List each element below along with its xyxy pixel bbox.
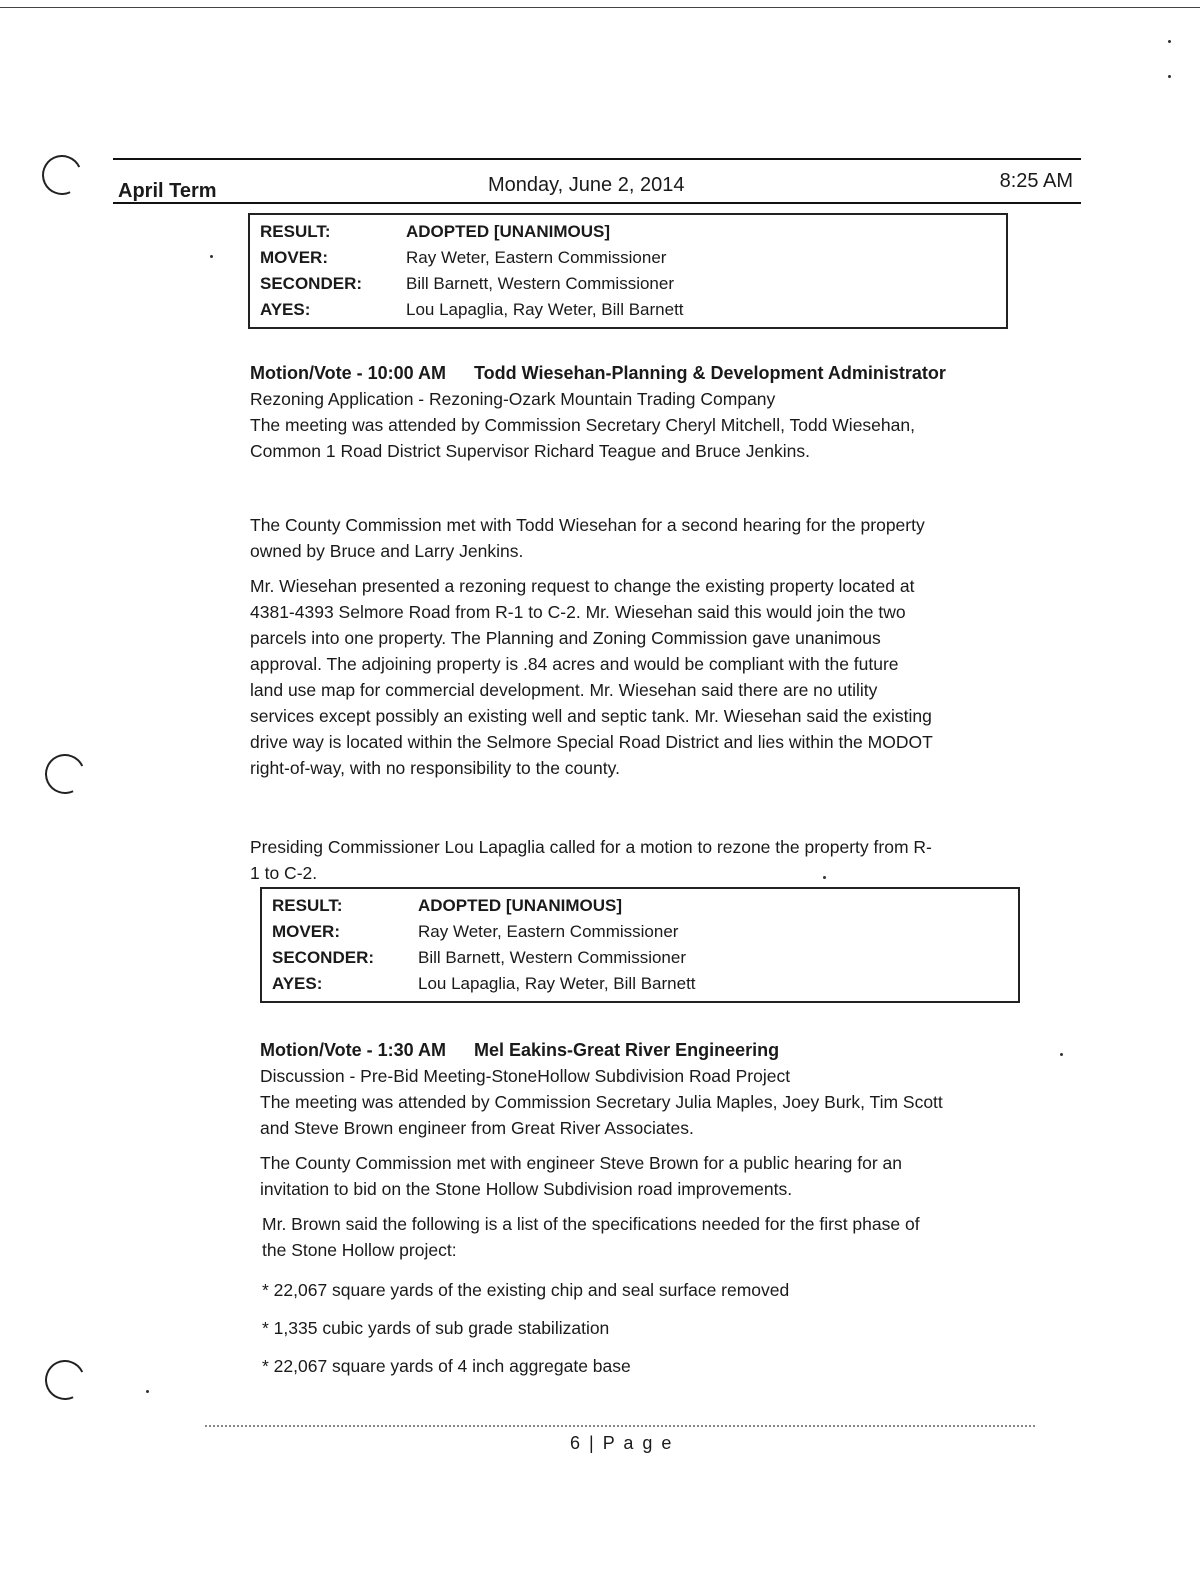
mover-value: Ray Weter, Eastern Commissioner (406, 248, 667, 267)
attendance-line: and Steve Brown engineer from Great River Associates. (260, 1118, 694, 1138)
motion-heading (250, 360, 1030, 386)
mover-row (260, 245, 996, 271)
paragraph-line: owned by Bruce and Larry Jenkins. (250, 541, 524, 561)
list-item: * 22,067 square yards of the existing chip and seal surface removed (262, 1280, 790, 1300)
paragraph-line: Presiding Commissioner Lou Lapaglia called for a motion to rezone the property from R- (250, 837, 932, 857)
scan-speck (1168, 40, 1171, 43)
scan-speck (210, 255, 213, 258)
paragraph-line: The County Commission met with engineer Steve Brown for a public hearing for an (260, 1153, 902, 1173)
ayes-label: AYES: (260, 300, 311, 319)
ayes-value: Lou Lapaglia, Ray Weter, Bill Barnett (406, 300, 684, 319)
paragraph-line: services except possibly an existing well and septic tank. Mr. Wiesehan said the existing (250, 706, 932, 726)
ayes-label: AYES: (272, 974, 323, 993)
motion-heading (260, 1037, 1040, 1063)
ayes-row (260, 297, 996, 323)
specifications-intro (262, 1211, 1042, 1263)
result-label: RESULT: (272, 896, 343, 915)
seconder-row (260, 271, 996, 297)
public-hearing-paragraph (260, 1150, 1040, 1202)
paragraph-line: 1 to C-2. (250, 863, 318, 883)
result-value: ADOPTED [UNANIMOUS] (406, 222, 610, 241)
attendance-line: Common 1 Road District Supervisor Richard Teague and Bruce Jenkins. (250, 441, 810, 461)
result-row (260, 219, 996, 245)
motion-call-paragraph (250, 834, 1030, 886)
mover-row (272, 919, 1008, 945)
term-label: April Term (118, 180, 217, 202)
page-header (113, 168, 1081, 202)
scan-speck (1168, 75, 1171, 78)
item-subject: Rezoning Application - Rezoning-Ozark Mountain Trading Company (250, 389, 776, 409)
scan-speck (146, 1390, 149, 1393)
scan-speck (1060, 1053, 1063, 1056)
attendance-line: The meeting was attended by Commission Secretary Julia Maples, Joey Burk, Tim Scott (260, 1092, 943, 1112)
hearing-paragraph (250, 512, 1030, 564)
header-rule (113, 202, 1081, 204)
result-label: RESULT: (260, 222, 331, 241)
scan-top-edge (0, 7, 1200, 8)
motion-time: Motion/Vote - 10:00 AM (250, 363, 447, 383)
mover-label: MOVER: (272, 922, 340, 941)
ayes-row (272, 971, 1008, 997)
seconder-label: SECONDER: (272, 948, 375, 967)
rezoning-paragraph (250, 573, 1030, 781)
paragraph-line: Mr. Wiesehan presented a rezoning request to change the existing property located at (250, 576, 915, 596)
meeting-date: Monday, June 2, 2014 (488, 174, 685, 196)
vote-result-box (248, 213, 1008, 329)
agenda-item-rezoning (250, 360, 1030, 464)
presenter-name: Mel Eakins-Great River Engineering (474, 1040, 780, 1060)
paragraph-line: Mr. Brown said the following is a list of the specifications needed for the first phase of (262, 1214, 920, 1234)
punch-hole-icon (36, 149, 87, 200)
paragraph-line: the Stone Hollow project: (262, 1240, 457, 1260)
result-value: ADOPTED [UNANIMOUS] (418, 896, 622, 915)
header-rule (113, 158, 1081, 160)
list-item: * 1,335 cubic yards of sub grade stabilization (262, 1318, 610, 1338)
result-row (272, 893, 1008, 919)
paragraph-line: The County Commission met with Todd Wiesehan for a second hearing for the property (250, 515, 925, 535)
item-subject: Discussion - Pre-Bid Meeting-StoneHollow Subdivision Road Project (260, 1066, 791, 1086)
punch-hole-icon (39, 1354, 90, 1405)
ayes-value: Lou Lapaglia, Ray Weter, Bill Barnett (418, 974, 696, 993)
seconder-row (272, 945, 1008, 971)
mover-value: Ray Weter, Eastern Commissioner (418, 922, 679, 941)
list-item: * 22,067 square yards of 4 inch aggregate base (262, 1356, 631, 1376)
presenter-name: Todd Wiesehan-Planning & Development Administrator (474, 363, 946, 383)
agenda-item-prebid (260, 1037, 1040, 1141)
paragraph-line: drive way is located within the Selmore Special Road District and lies within the MODOT (250, 732, 933, 752)
paragraph-line: approval. The adjoining property is .84 acres and would be compliant with the future (250, 654, 899, 674)
mover-label: MOVER: (260, 248, 328, 267)
paragraph-line: invitation to bid on the Stone Hollow Subdivision road improvements. (260, 1179, 793, 1199)
paragraph-line: 4381-4393 Selmore Road from R-1 to C-2. Mr. Wiesehan said this would join the two (250, 602, 906, 622)
attendance-line: The meeting was attended by Commission Secretary Cheryl Mitchell, Todd Wiesehan, (250, 415, 915, 435)
footer-divider (205, 1425, 1035, 1427)
seconder-value: Bill Barnett, Western Commissioner (418, 948, 686, 967)
specifications-list (262, 1277, 1042, 1391)
seconder-value: Bill Barnett, Western Commissioner (406, 274, 674, 293)
paragraph-line: right-of-way, with no responsibility to the county. (250, 758, 620, 778)
page-number: 6 | P a g e (570, 1433, 674, 1453)
meeting-time: 8:25 AM (999, 170, 1073, 192)
motion-time: Motion/Vote - 1:30 AM (260, 1040, 446, 1060)
paragraph-line: parcels into one property. The Planning and Zoning Commission gave unanimous (250, 628, 881, 648)
paragraph-line: land use map for commercial development. Mr. Wiesehan said there are no utility (250, 680, 878, 700)
punch-hole-icon (39, 748, 90, 799)
vote-result-box (260, 887, 1020, 1003)
seconder-label: SECONDER: (260, 274, 363, 293)
